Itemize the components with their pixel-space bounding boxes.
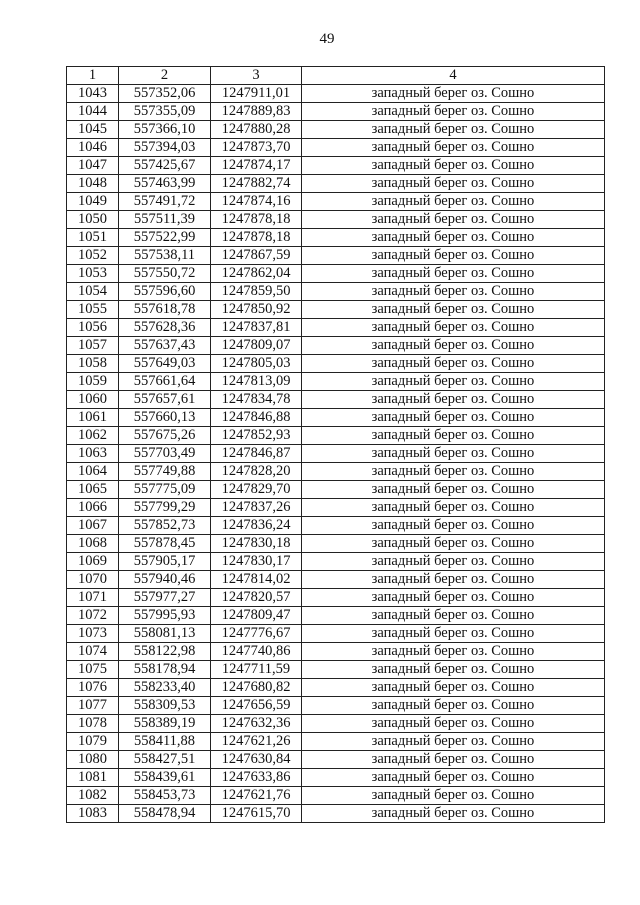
description-cell: западный берег оз. Сошно — [302, 229, 605, 247]
x-coordinate-cell: 558309,53 — [119, 697, 211, 715]
table-row — [67, 751, 605, 769]
y-coordinate-cell: 1247837,81 — [211, 319, 302, 337]
table-row — [67, 85, 605, 103]
description-cell: западный берег оз. Сошно — [302, 661, 605, 679]
x-coordinate-cell: 558178,94 — [119, 661, 211, 679]
table-row — [67, 139, 605, 157]
table-row — [67, 427, 605, 445]
table-row — [67, 229, 605, 247]
x-coordinate-cell: 557366,10 — [119, 121, 211, 139]
description-cell: западный берег оз. Сошно — [302, 607, 605, 625]
y-coordinate-cell: 1247621,76 — [211, 787, 302, 805]
table-row — [67, 319, 605, 337]
point-number-cell: 1054 — [67, 283, 119, 301]
point-number-cell: 1075 — [67, 661, 119, 679]
table-body — [67, 85, 605, 823]
table-row — [67, 733, 605, 751]
description-cell: западный берег оз. Сошно — [302, 85, 605, 103]
y-coordinate-cell: 1247830,18 — [211, 535, 302, 553]
point-number-cell: 1059 — [67, 373, 119, 391]
y-coordinate-cell: 1247846,87 — [211, 445, 302, 463]
y-coordinate-cell: 1247615,70 — [211, 805, 302, 823]
description-cell: западный берег оз. Сошно — [302, 391, 605, 409]
point-number-cell: 1083 — [67, 805, 119, 823]
x-coordinate-cell: 557649,03 — [119, 355, 211, 373]
y-coordinate-cell: 1247809,47 — [211, 607, 302, 625]
table-row — [67, 499, 605, 517]
point-number-cell: 1080 — [67, 751, 119, 769]
table-header — [67, 67, 605, 85]
x-coordinate-cell: 558389,19 — [119, 715, 211, 733]
y-coordinate-cell: 1247621,26 — [211, 733, 302, 751]
y-coordinate-cell: 1247834,78 — [211, 391, 302, 409]
y-coordinate-cell: 1247850,92 — [211, 301, 302, 319]
header-row — [67, 67, 605, 85]
y-coordinate-cell: 1247867,59 — [211, 247, 302, 265]
description-cell: западный берег оз. Сошно — [302, 535, 605, 553]
y-coordinate-cell: 1247633,86 — [211, 769, 302, 787]
table-row — [67, 661, 605, 679]
point-number-cell: 1082 — [67, 787, 119, 805]
x-coordinate-cell: 557852,73 — [119, 517, 211, 535]
description-cell: западный берег оз. Сошно — [302, 193, 605, 211]
description-cell: западный берег оз. Сошно — [302, 697, 605, 715]
y-coordinate-cell: 1247711,59 — [211, 661, 302, 679]
y-coordinate-cell: 1247911,01 — [211, 85, 302, 103]
x-coordinate-cell: 558478,94 — [119, 805, 211, 823]
table-row — [67, 643, 605, 661]
description-cell: западный берег оз. Сошно — [302, 751, 605, 769]
description-cell: западный берег оз. Сошно — [302, 625, 605, 643]
table-row — [67, 535, 605, 553]
y-coordinate-cell: 1247837,26 — [211, 499, 302, 517]
table-row — [67, 355, 605, 373]
table-row — [67, 463, 605, 481]
y-coordinate-cell: 1247814,02 — [211, 571, 302, 589]
point-number-cell: 1043 — [67, 85, 119, 103]
x-coordinate-cell: 558427,51 — [119, 751, 211, 769]
point-number-cell: 1060 — [67, 391, 119, 409]
point-number-cell: 1061 — [67, 409, 119, 427]
header-cell-3: 3 — [211, 67, 302, 85]
point-number-cell: 1058 — [67, 355, 119, 373]
point-number-cell: 1078 — [67, 715, 119, 733]
table-row — [67, 283, 605, 301]
x-coordinate-cell: 557511,39 — [119, 211, 211, 229]
y-coordinate-cell: 1247874,17 — [211, 157, 302, 175]
table-row — [67, 391, 605, 409]
description-cell: западный берег оз. Сошно — [302, 553, 605, 571]
point-number-cell: 1055 — [67, 301, 119, 319]
y-coordinate-cell: 1247836,24 — [211, 517, 302, 535]
point-number-cell: 1062 — [67, 427, 119, 445]
description-cell: западный берег оз. Сошно — [302, 409, 605, 427]
y-coordinate-cell: 1247680,82 — [211, 679, 302, 697]
x-coordinate-cell: 557703,49 — [119, 445, 211, 463]
header-cell-1: 1 — [67, 67, 119, 85]
x-coordinate-cell: 557394,03 — [119, 139, 211, 157]
y-coordinate-cell: 1247829,70 — [211, 481, 302, 499]
description-cell: западный берег оз. Сошно — [302, 211, 605, 229]
description-cell: западный берег оз. Сошно — [302, 319, 605, 337]
point-number-cell: 1056 — [67, 319, 119, 337]
table-row — [67, 301, 605, 319]
description-cell: западный берег оз. Сошно — [302, 301, 605, 319]
x-coordinate-cell: 557977,27 — [119, 589, 211, 607]
x-coordinate-cell: 557355,09 — [119, 103, 211, 121]
x-coordinate-cell: 557628,36 — [119, 319, 211, 337]
x-coordinate-cell: 557995,93 — [119, 607, 211, 625]
table-row — [67, 625, 605, 643]
description-cell: западный берег оз. Сошно — [302, 463, 605, 481]
table-row — [67, 103, 605, 121]
x-coordinate-cell: 558453,73 — [119, 787, 211, 805]
x-coordinate-cell: 557660,13 — [119, 409, 211, 427]
x-coordinate-cell: 557905,17 — [119, 553, 211, 571]
table-row — [67, 337, 605, 355]
description-cell: западный берег оз. Сошно — [302, 283, 605, 301]
table-row — [67, 697, 605, 715]
point-number-cell: 1074 — [67, 643, 119, 661]
point-number-cell: 1071 — [67, 589, 119, 607]
x-coordinate-cell: 558122,98 — [119, 643, 211, 661]
description-cell: западный берег оз. Сошно — [302, 715, 605, 733]
table-row — [67, 589, 605, 607]
description-cell: западный берег оз. Сошно — [302, 175, 605, 193]
point-number-cell: 1063 — [67, 445, 119, 463]
y-coordinate-cell: 1247740,86 — [211, 643, 302, 661]
x-coordinate-cell: 557352,06 — [119, 85, 211, 103]
y-coordinate-cell: 1247878,18 — [211, 229, 302, 247]
point-number-cell: 1066 — [67, 499, 119, 517]
table-row — [67, 679, 605, 697]
table-row — [67, 247, 605, 265]
description-cell: западный берег оз. Сошно — [302, 679, 605, 697]
y-coordinate-cell: 1247846,88 — [211, 409, 302, 427]
point-number-cell: 1046 — [67, 139, 119, 157]
description-cell: западный берег оз. Сошно — [302, 769, 605, 787]
y-coordinate-cell: 1247630,84 — [211, 751, 302, 769]
point-number-cell: 1069 — [67, 553, 119, 571]
point-number-cell: 1047 — [67, 157, 119, 175]
x-coordinate-cell: 557675,26 — [119, 427, 211, 445]
point-number-cell: 1072 — [67, 607, 119, 625]
table-row — [67, 787, 605, 805]
point-number-cell: 1044 — [67, 103, 119, 121]
point-number-cell: 1053 — [67, 265, 119, 283]
y-coordinate-cell: 1247805,03 — [211, 355, 302, 373]
description-cell: западный берег оз. Сошно — [302, 589, 605, 607]
description-cell: западный берег оз. Сошно — [302, 337, 605, 355]
table-row — [67, 193, 605, 211]
description-cell: западный берег оз. Сошно — [302, 571, 605, 589]
table-row — [67, 517, 605, 535]
y-coordinate-cell: 1247873,70 — [211, 139, 302, 157]
y-coordinate-cell: 1247852,93 — [211, 427, 302, 445]
point-number-cell: 1067 — [67, 517, 119, 535]
table-row — [67, 715, 605, 733]
description-cell: западный берег оз. Сошно — [302, 265, 605, 283]
x-coordinate-cell: 558439,61 — [119, 769, 211, 787]
description-cell: западный берег оз. Сошно — [302, 517, 605, 535]
description-cell: западный берег оз. Сошно — [302, 481, 605, 499]
x-coordinate-cell: 557618,78 — [119, 301, 211, 319]
x-coordinate-cell: 557491,72 — [119, 193, 211, 211]
description-cell: западный берег оз. Сошно — [302, 355, 605, 373]
description-cell: западный берег оз. Сошно — [302, 373, 605, 391]
point-number-cell: 1051 — [67, 229, 119, 247]
point-number-cell: 1070 — [67, 571, 119, 589]
point-number-cell: 1052 — [67, 247, 119, 265]
table-row — [67, 157, 605, 175]
y-coordinate-cell: 1247874,16 — [211, 193, 302, 211]
table-row — [67, 409, 605, 427]
point-number-cell: 1049 — [67, 193, 119, 211]
description-cell: западный берег оз. Сошно — [302, 121, 605, 139]
y-coordinate-cell: 1247880,28 — [211, 121, 302, 139]
table-row — [67, 211, 605, 229]
y-coordinate-cell: 1247813,09 — [211, 373, 302, 391]
description-cell: западный берег оз. Сошно — [302, 805, 605, 823]
table-row — [67, 175, 605, 193]
x-coordinate-cell: 557799,29 — [119, 499, 211, 517]
x-coordinate-cell: 557425,67 — [119, 157, 211, 175]
point-number-cell: 1065 — [67, 481, 119, 499]
description-cell: западный берег оз. Сошно — [302, 445, 605, 463]
table-row — [67, 607, 605, 625]
description-cell: западный берег оз. Сошно — [302, 157, 605, 175]
y-coordinate-cell: 1247828,20 — [211, 463, 302, 481]
table-row — [67, 121, 605, 139]
point-number-cell: 1076 — [67, 679, 119, 697]
table-row — [67, 769, 605, 787]
point-number-cell: 1064 — [67, 463, 119, 481]
x-coordinate-cell: 557749,88 — [119, 463, 211, 481]
x-coordinate-cell: 557940,46 — [119, 571, 211, 589]
description-cell: западный берег оз. Сошно — [302, 103, 605, 121]
point-number-cell: 1079 — [67, 733, 119, 751]
table-row — [67, 481, 605, 499]
y-coordinate-cell: 1247882,74 — [211, 175, 302, 193]
point-number-cell: 1068 — [67, 535, 119, 553]
x-coordinate-cell: 557538,11 — [119, 247, 211, 265]
y-coordinate-cell: 1247809,07 — [211, 337, 302, 355]
description-cell: западный берег оз. Сошно — [302, 139, 605, 157]
y-coordinate-cell: 1247862,04 — [211, 265, 302, 283]
page-number: 49 — [319, 31, 335, 47]
description-cell: западный берег оз. Сошно — [302, 733, 605, 751]
x-coordinate-cell: 557463,99 — [119, 175, 211, 193]
table-row — [67, 445, 605, 463]
description-cell: западный берег оз. Сошно — [302, 787, 605, 805]
header-cell-2: 2 — [119, 67, 211, 85]
x-coordinate-cell: 557550,72 — [119, 265, 211, 283]
point-number-cell: 1057 — [67, 337, 119, 355]
point-number-cell: 1048 — [67, 175, 119, 193]
point-number-cell: 1077 — [67, 697, 119, 715]
x-coordinate-cell: 557775,09 — [119, 481, 211, 499]
description-cell: западный берег оз. Сошно — [302, 247, 605, 265]
point-number-cell: 1081 — [67, 769, 119, 787]
x-coordinate-cell: 558233,40 — [119, 679, 211, 697]
description-cell: западный берег оз. Сошно — [302, 643, 605, 661]
y-coordinate-cell: 1247859,50 — [211, 283, 302, 301]
y-coordinate-cell: 1247632,36 — [211, 715, 302, 733]
x-coordinate-cell: 557661,64 — [119, 373, 211, 391]
x-coordinate-cell: 558081,13 — [119, 625, 211, 643]
table-row — [67, 373, 605, 391]
y-coordinate-cell: 1247830,17 — [211, 553, 302, 571]
x-coordinate-cell: 557657,61 — [119, 391, 211, 409]
point-number-cell: 1045 — [67, 121, 119, 139]
y-coordinate-cell: 1247776,67 — [211, 625, 302, 643]
description-cell: западный берег оз. Сошно — [302, 427, 605, 445]
table-row — [67, 805, 605, 823]
y-coordinate-cell: 1247889,83 — [211, 103, 302, 121]
x-coordinate-cell: 557878,45 — [119, 535, 211, 553]
x-coordinate-cell: 558411,88 — [119, 733, 211, 751]
x-coordinate-cell: 557596,60 — [119, 283, 211, 301]
point-number-cell: 1050 — [67, 211, 119, 229]
x-coordinate-cell: 557637,43 — [119, 337, 211, 355]
coordinates-table — [66, 66, 605, 823]
y-coordinate-cell: 1247656,59 — [211, 697, 302, 715]
point-number-cell: 1073 — [67, 625, 119, 643]
table-row — [67, 265, 605, 283]
description-cell: западный берег оз. Сошно — [302, 499, 605, 517]
x-coordinate-cell: 557522,99 — [119, 229, 211, 247]
header-cell-4: 4 — [302, 67, 605, 85]
y-coordinate-cell: 1247878,18 — [211, 211, 302, 229]
table-row — [67, 553, 605, 571]
table-row — [67, 571, 605, 589]
y-coordinate-cell: 1247820,57 — [211, 589, 302, 607]
